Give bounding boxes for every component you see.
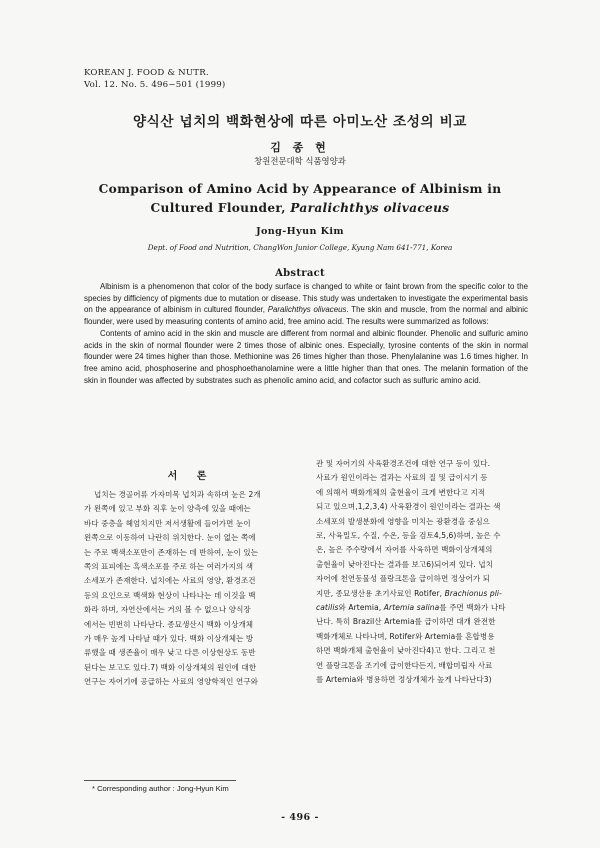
- title-english-line-2-prefix: Cultured Flounder,: [150, 201, 291, 215]
- abstract-p1-part-a: Albinism is a phenomenon that color of the body surface is changed to white or faint brown from the specific color to the species by difficiency of pigments due to mutation or disease. This study was undertaken to investigate the experimental basis on the appearance of albinism in cultured flounder,: [84, 282, 528, 315]
- abstract-p1-part-b: . The skin and muscle, from the normal and albinic flounder, were used by measuring contents of amino acid, free amino acid. The results were summarized as follows:: [84, 305, 528, 327]
- title-korean: 양식산 넙치의 백화현상에 따른 아미노산 조성의 비교: [132, 114, 468, 130]
- body-line: 되고 있으며,1,2,3,4) 사육환경이 원인이라는 결과는 색: [316, 502, 501, 512]
- body-line: 소세포의 발생분화에 영향을 미치는 광환경을 중심으: [316, 516, 491, 526]
- body-line: 왼쪽으로 이동하여 나란히 위치한다. 눈이 없는 쪽에: [84, 533, 256, 543]
- journal-header: [84, 68, 225, 91]
- section-heading-introduction: 서 론: [167, 471, 215, 482]
- body-line: [316, 587, 530, 601]
- affiliation-english: Dept. of Food and Nutrition, ChangWon Junior College, Kyung Nam 641-771, Korea: [147, 243, 453, 252]
- species-name: Artemia salina: [383, 603, 440, 613]
- body-line: 사료가 원인이라는 결과는 사료의 질 및 급이시기 등: [316, 473, 488, 483]
- footnote-divider: [84, 780, 236, 781]
- body-line: 연 플랑크톤을 조기에 급이한다든지, 배합미립자 사료: [316, 660, 493, 670]
- title-english-line-1: Comparison of Amino Acid by Appearance of Albinism in: [98, 182, 502, 196]
- body-line: 관 및 자어기의 사육환경조건에 대한 연구 등이 있다.: [316, 459, 491, 468]
- body-line: 난다. 특히 Brazil산 Artemia를 급이하면 대개 완전한: [316, 617, 496, 627]
- journal-name: KOREAN J. FOOD & NUTR.: [84, 68, 209, 78]
- body-line: 연구는 자어기에 공급하는 사료의 영양학적인 연구와: [84, 677, 259, 687]
- abstract-body: [84, 281, 528, 386]
- body-line: 류했을 때 생존율이 매우 낮고 다른 이상현상도 동반: [84, 648, 256, 658]
- body-line: 가 매우 높게 나타날 때가 있다. 백화 이상개체는 방: [84, 634, 254, 644]
- footnote-corresponding-author: * Corresponding author : Jong-Hyun Kim: [92, 784, 229, 793]
- author-korean: 김 종 현: [270, 141, 330, 154]
- abstract-heading: Abstract: [275, 268, 325, 279]
- species-name: Brachionus pli-: [444, 588, 502, 598]
- body-line: 바다 중층을 헤엄치지만 저서생활에 들어가면 눈이: [84, 518, 251, 528]
- body-line: 를 Artemia와 병용하면 정상개체가 높게 나타난다3): [316, 675, 492, 685]
- body-line: 에 의해서 백화개체의 출현율이 크게 변한다고 지적: [316, 487, 486, 497]
- abstract-paragraph-2: Contents of amino acid in the skin and muscle are different from normal and albinic flounder. Phenolic and sulfuric amino acids in the skin of normal flounder were 2 times those of albinic ones. Especially, tyrosine contents of the skin in normal flounder were 24 times higher than those. Methionine was 26 times higher than those. Phenylalanine was 1.6 times higher. In free amino acid, phosphoserine and phosphoethanolamine were a little higher than that ones. The melanin formation of the skin in flounder was affected by substrates such as phenolic amino acid, and cofactor such as sulfuric amino acid.: [84, 328, 528, 385]
- body-line: 출현율이 낮아진다는 결과를 보고6)되어져 있다. 넙치: [316, 559, 494, 569]
- title-english-species: Paralichthys olivaceus: [290, 201, 450, 215]
- page-number: - 496 -: [281, 812, 319, 823]
- title-english-line-2: [0, 199, 600, 218]
- body-line: 쪽의 표피에는 흑색소포를 주로 하는 여러가지의 색: [84, 562, 254, 572]
- title-english: [0, 180, 600, 218]
- abstract-p1-species: Paralichthys olivaceus: [267, 305, 347, 315]
- body-line: 가 왼쪽에 있고 부화 직후 눈이 양측에 있을 때에는: [84, 504, 251, 514]
- body-line-part: 지만, 종묘생산용 초기사료인 Rotifer,: [316, 588, 445, 598]
- body-line: 백화개체로 나타나며, Rotifer와 Artemia를 혼합병용: [316, 631, 495, 641]
- journal-volume: Vol. 12. No. 5. 496~501 (1999): [84, 79, 226, 90]
- body-column-right: [316, 457, 530, 688]
- species-name: catilis: [316, 603, 339, 613]
- body-line: 된다는 보고도 있다.7) 백화 이상개체의 원인에 대한: [84, 662, 257, 672]
- body-line-part: 와 Artemia,: [338, 603, 384, 613]
- body-line: 소세포가 존재한다. 넙치에는 사료의 영양, 환경조건: [84, 576, 256, 586]
- body-column-left: [84, 488, 298, 690]
- body-line: [316, 601, 530, 615]
- body-line: 로, 사육밀도, 수질, 수온, 등을 검토4,5,6)하며, 높은 수: [316, 531, 501, 541]
- body-line: 자어에 천연동물성 플랑크톤을 급이하면 정상어가 되: [316, 574, 491, 584]
- body-line: 등의 요인으로 백색화 현상이 나타나는 데 이것을 백: [84, 590, 256, 600]
- body-line: 온, 높은 주수량에서 자어를 사육하면 백화이상개체의: [316, 545, 493, 555]
- body-line: 하면 백화개체 출현율이 낮아진다4)고 한다. 그리고 천: [316, 646, 496, 656]
- body-line: 넙치는 경골어류 가자미목 넙치과 속하며 눈은 2개: [94, 490, 261, 499]
- body-line: 는 주로 백색소포만이 존재하는 데 반하여, 눈이 있는: [84, 547, 259, 557]
- body-line: 에서는 빈번히 나타난다. 종묘생산시 백화 이상개체: [84, 619, 254, 629]
- body-line: 화라 하며, 자연산에서는 거의 볼 수 없으나 양식장: [84, 605, 251, 615]
- affiliation-korean: 창원전문대학 식품영양과: [254, 156, 346, 166]
- abstract-paragraph-1: [84, 281, 528, 328]
- body-line-part: 를 주면 백화가 나타: [439, 603, 506, 613]
- author-english: Jong-Hyun Kim: [256, 226, 344, 237]
